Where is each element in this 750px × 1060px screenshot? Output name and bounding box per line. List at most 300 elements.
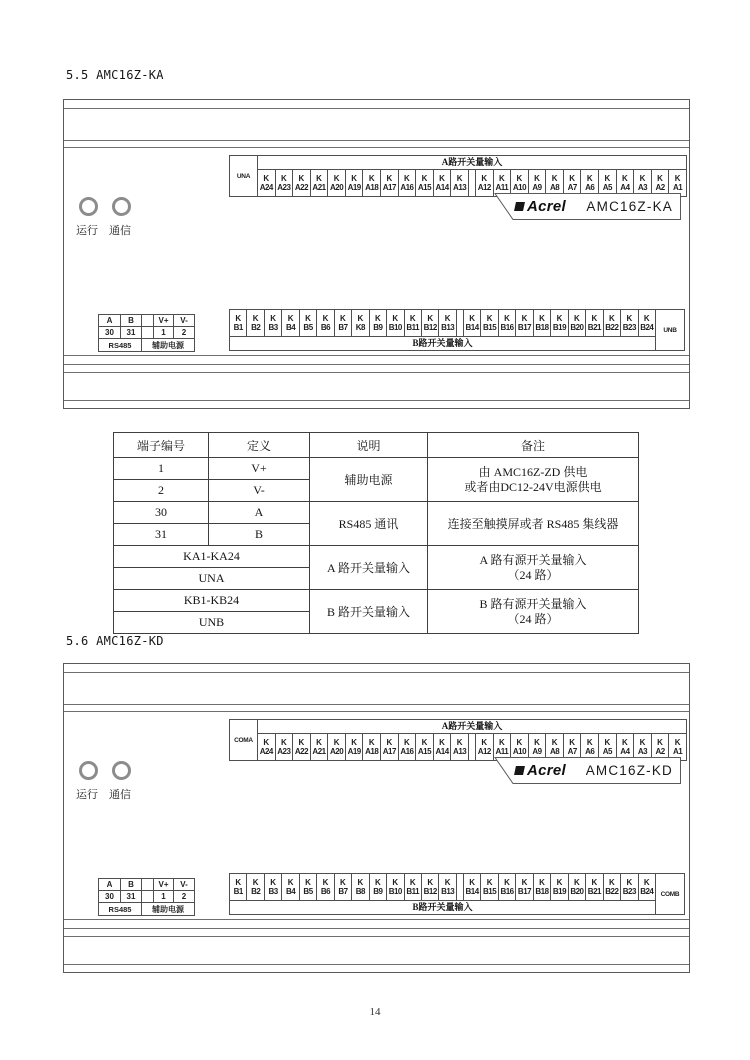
terminal-k-label: K (316, 737, 322, 747)
section-heading-5-6: 5.6 AMC16Z-KD (66, 634, 164, 648)
terminal-k-label: K (556, 313, 563, 323)
brand-logo (515, 757, 566, 784)
table-row (114, 458, 639, 480)
terminal-number: A21 (312, 182, 326, 192)
terminal-cell (299, 310, 316, 336)
terminal-number: B24 (640, 322, 654, 332)
terminal-k-label: K (674, 737, 681, 747)
terminal-number: A23 (277, 746, 291, 756)
terminal-k-label: K (498, 173, 505, 183)
terminal-number: B17 (517, 886, 532, 896)
terminal-number: A20 (330, 746, 344, 756)
terminal-cell (316, 874, 333, 900)
terminal-k-label: K (444, 313, 451, 323)
aux-cell: A (106, 316, 113, 325)
terminal-k-label: K (498, 737, 505, 747)
terminal-number: B5 (303, 886, 313, 896)
terminal-k-label: K (421, 173, 428, 183)
terminal-number: B8 (355, 886, 366, 896)
panel-groove-line (64, 140, 689, 141)
terminal-number: A8 (549, 182, 560, 192)
terminal-number: B22 (605, 886, 619, 896)
col-header-definition: 定义 (209, 433, 310, 458)
terminal-cell (380, 734, 398, 760)
terminal-number: B5 (303, 322, 313, 332)
terminal-cell (386, 310, 403, 336)
terminal-number: A18 (365, 746, 379, 756)
terminal-k-label: K (539, 877, 545, 887)
terminal-number: A18 (365, 182, 379, 192)
terminal-number: A7 (567, 746, 577, 756)
terminal-cell (230, 310, 246, 336)
terminal-k-label: K (556, 877, 563, 887)
terminal-cell (603, 310, 620, 336)
terminal-k-label: K (386, 173, 393, 183)
terminal-number: A10 (512, 746, 527, 756)
terminal-cell (246, 310, 263, 336)
terminal-k-label: K (374, 877, 381, 887)
terminal-number: A16 (400, 746, 414, 756)
terminal-number: A14 (435, 182, 449, 192)
terminal-gap (468, 734, 476, 760)
aux-cell: V- (173, 879, 194, 890)
terminal-k-label: K (351, 173, 358, 183)
comm-led-indicator (112, 197, 131, 216)
terminal-cell (498, 310, 515, 336)
terminal-cell (369, 874, 386, 900)
remark-line: 或者由DC12-24V电源供电 (464, 479, 602, 494)
terminal-cell (450, 170, 468, 196)
cell-terminal-range: KB1-KB24 (114, 590, 310, 612)
aux-cell: B (120, 315, 141, 326)
terminal-k-label: K (263, 737, 270, 747)
terminal-k-label: K (280, 737, 287, 747)
terminal-k-label: K (322, 313, 329, 323)
terminal-k-label: K (626, 313, 633, 323)
terminal-number: B3 (268, 886, 278, 896)
cell-remark: 连接至触摸屏或者 RS485 集线器 (428, 502, 639, 546)
terminal-cell (464, 310, 480, 336)
terminal-cell (480, 310, 497, 336)
terminal-number: B19 (552, 886, 567, 896)
cell-terminal-range: KA1-KA24 (114, 546, 310, 568)
terminal-k-label: K (551, 737, 558, 747)
panel-groove-line (64, 372, 689, 373)
terminal-cell (334, 874, 351, 900)
remark-line: A 路有源开关量输入 (479, 552, 587, 567)
terminal-number: K8 (355, 322, 366, 332)
aux-row (99, 338, 194, 351)
aux-cell (141, 879, 153, 890)
terminal-cell (345, 170, 363, 196)
terminal-cell (464, 874, 480, 900)
aux-power-label: 辅助电源 (141, 339, 194, 351)
model-number: AMC16Z-KA (586, 199, 673, 214)
terminal-number: B9 (373, 322, 383, 332)
terminal-number: B6 (320, 322, 331, 332)
terminal-cell (316, 310, 333, 336)
terminal-cell (398, 170, 416, 196)
terminal-k-label: K (439, 173, 445, 183)
terminal-cell (433, 734, 451, 760)
terminal-number: A5 (602, 182, 612, 192)
terminal-k-label: K (569, 737, 576, 747)
brand-logo (515, 193, 566, 220)
terminal-k-label: K (486, 877, 493, 887)
model-number: AMC16Z-KD (585, 763, 673, 778)
terminal-k-label: K (333, 173, 340, 183)
terminal-number: B15 (482, 886, 497, 896)
aux-terminal-block (98, 878, 195, 916)
rs485-label: RS485 (108, 340, 132, 350)
col-header-description: 说明 (310, 433, 428, 458)
terminal-k-label: K (586, 173, 593, 183)
terminal-k-label: K (351, 737, 358, 747)
terminal-k-label: K (574, 313, 580, 323)
cell-terminal-range: UNA (114, 568, 310, 590)
terminal-k-label: K (368, 173, 375, 183)
aux-power-label: 辅助电源 (141, 903, 194, 915)
terminal-cell (310, 734, 328, 760)
terminal-cell (369, 310, 386, 336)
terminal-k-label: K (305, 313, 311, 323)
terminal-cell (246, 874, 263, 900)
terminal-cell (585, 874, 602, 900)
panel-groove-line (64, 108, 689, 109)
terminal-k-label: K (357, 313, 364, 323)
terminal-number: A24 (259, 182, 273, 192)
terminal-number: B11 (406, 322, 420, 332)
terminal-cell (351, 310, 368, 336)
terminal-k-label: K (469, 877, 475, 887)
terminal-k-label: K (270, 313, 277, 323)
terminal-number: B7 (338, 886, 348, 896)
terminal-k-label: K (516, 173, 523, 183)
terminal-number: A6 (585, 746, 595, 756)
panel-groove-line (64, 711, 689, 712)
terminal-number: A15 (417, 746, 432, 756)
terminal-gap (468, 170, 476, 196)
terminal-cell (550, 874, 567, 900)
terminal-number: B12 (423, 322, 437, 332)
cell-terminal-range: UNB (114, 612, 310, 634)
terminal-number: A4 (620, 746, 630, 756)
terminal-row (230, 310, 655, 336)
terminal-number: B13 (441, 886, 455, 896)
table-header-row (114, 433, 639, 458)
strip-header: B路开关量输入 (230, 900, 655, 914)
terminal-cell (345, 734, 363, 760)
terminal-k-label: K (591, 313, 598, 323)
aux-cell: 30 (105, 328, 114, 337)
terminal-k-label: K (287, 877, 294, 887)
terminal-cell (620, 874, 637, 900)
aux-terminal-block (98, 314, 195, 352)
terminal-number: A17 (382, 182, 396, 192)
terminal-k-label: K (280, 173, 287, 183)
terminal-cell (362, 170, 380, 196)
terminal-number: B14 (465, 886, 479, 896)
terminal-cell (480, 874, 497, 900)
terminal-cell (292, 170, 310, 196)
terminal-cell (362, 734, 380, 760)
terminal-cell (310, 170, 328, 196)
terminal-cell (421, 874, 438, 900)
terminal-k-label: K (504, 313, 510, 323)
terminal-cell (568, 874, 585, 900)
comm-led-label: 通信 (109, 789, 131, 801)
terminal-k-label: K (392, 313, 399, 323)
input-strip-channel-a (229, 155, 687, 197)
acrel-logo-icon (514, 202, 525, 211)
terminal-cell (415, 734, 433, 760)
terminal-number: A14 (435, 746, 449, 756)
terminal-k-label: K (456, 737, 463, 747)
terminal-k-label: K (608, 877, 615, 887)
panel-groove-line (64, 704, 689, 705)
terminal-cell (515, 874, 532, 900)
terminal-number: A12 (477, 746, 491, 756)
input-strip-channel-a (229, 719, 687, 761)
terminal-number: B20 (570, 886, 584, 896)
terminal-cell (638, 310, 655, 336)
terminal-cell (264, 310, 281, 336)
terminal-cell (450, 734, 468, 760)
terminal-number: A10 (512, 182, 527, 192)
terminal-number: B13 (441, 322, 455, 332)
terminal-cell (533, 310, 550, 336)
terminal-group (258, 734, 468, 760)
terminal-cell (568, 310, 585, 336)
remark-line: （24 路） (507, 611, 559, 626)
terminal-k-label: K (409, 313, 416, 323)
terminal-number: B18 (535, 886, 549, 896)
brand-model-plate (489, 757, 681, 784)
terminal-group (464, 310, 655, 336)
panel-groove-line (64, 364, 689, 365)
aux-row (99, 879, 194, 890)
table-row (114, 502, 639, 524)
aux-cell: 31 (120, 891, 141, 902)
terminal-cell (620, 310, 637, 336)
terminal-number: B4 (285, 322, 296, 332)
acrel-logo-icon (514, 766, 525, 775)
terminal-k-label: K (444, 877, 451, 887)
cell-definition: V- (209, 480, 310, 502)
terminal-cell (498, 874, 515, 900)
aux-cell: 2 (173, 327, 194, 338)
terminal-number: B10 (388, 322, 402, 332)
terminal-number: B21 (587, 322, 601, 332)
terminal-k-label: K (591, 877, 598, 887)
cell-terminal: 1 (114, 458, 209, 480)
strip-common-label: UNA (230, 156, 258, 196)
terminal-k-label: K (333, 737, 340, 747)
terminal-k-label: K (569, 173, 576, 183)
terminal-k-label: K (439, 737, 445, 747)
terminal-cell (351, 874, 368, 900)
terminal-number: B20 (570, 322, 584, 332)
terminal-number: A2 (655, 182, 665, 192)
strip-common-label: UNB (655, 310, 684, 350)
terminal-k-label: K (516, 737, 523, 747)
terminal-k-label: K (427, 313, 434, 323)
terminal-cell (299, 874, 316, 900)
terminal-number: B17 (517, 322, 532, 332)
terminal-number: A9 (532, 182, 542, 192)
terminal-number: B14 (465, 322, 479, 332)
terminal-cell (380, 170, 398, 196)
terminal-k-label: K (539, 313, 545, 323)
terminal-k-label: K (427, 877, 434, 887)
terminal-number: A4 (620, 182, 630, 192)
terminal-k-label: K (263, 173, 270, 183)
terminal-number: B22 (605, 322, 619, 332)
terminal-number: A9 (532, 746, 542, 756)
cell-remark (428, 546, 639, 590)
terminal-cell (281, 310, 298, 336)
terminal-number: A12 (477, 182, 491, 192)
aux-cell: A (106, 880, 113, 889)
terminal-number: A6 (585, 182, 595, 192)
terminal-cell (550, 310, 567, 336)
panel-groove-line (64, 936, 689, 937)
input-strip-channel-b (229, 873, 685, 915)
aux-cell: 1 (153, 891, 173, 902)
terminal-number: A19 (347, 182, 361, 192)
terminal-k-label: K (421, 737, 428, 747)
aux-cell: 2 (173, 891, 194, 902)
aux-cell: V+ (153, 879, 173, 890)
page-number: 14 (369, 1006, 381, 1018)
terminal-k-label: K (657, 737, 663, 747)
terminal-k-label: K (657, 173, 663, 183)
terminal-number: A11 (495, 746, 509, 756)
terminal-cell (398, 734, 416, 760)
terminal-number: A3 (637, 182, 648, 192)
terminal-k-label: K (574, 877, 580, 887)
terminal-cell (386, 874, 403, 900)
terminal-cell (515, 310, 532, 336)
device-panel-amc16z-ka (63, 99, 690, 409)
terminal-k-label: K (252, 877, 259, 887)
table-row (114, 546, 639, 568)
strip-body (258, 720, 686, 760)
terminal-k-label: K (604, 737, 611, 747)
terminal-cell (327, 734, 345, 760)
aux-cell: B (120, 879, 141, 890)
terminal-number: B23 (622, 886, 636, 896)
terminal-cell (292, 734, 310, 760)
aux-cell (141, 315, 153, 326)
terminal-cell (421, 310, 438, 336)
panel-groove-line (64, 355, 689, 356)
aux-cell: V+ (153, 315, 173, 326)
remark-line: 由 AMC16Z-ZD 供电 (478, 464, 588, 479)
terminal-cell (275, 170, 293, 196)
terminal-number: A5 (602, 746, 612, 756)
remark-line: （24 路） (507, 567, 559, 582)
terminal-k-label: K (322, 877, 329, 887)
terminal-number: B15 (482, 322, 497, 332)
terminal-cell (275, 734, 293, 760)
terminal-k-label: K (551, 173, 558, 183)
terminal-number: B2 (251, 886, 261, 896)
terminal-number: B1 (233, 886, 243, 896)
terminal-number: A21 (312, 746, 326, 756)
cell-terminal: 31 (114, 524, 209, 546)
terminal-number: A8 (549, 746, 560, 756)
terminal-k-label: K (235, 877, 242, 887)
cell-description: A 路开关量输入 (310, 546, 428, 590)
terminal-number: B12 (423, 886, 437, 896)
terminal-number: B23 (622, 322, 636, 332)
terminal-number: B16 (500, 322, 514, 332)
terminal-number: B24 (640, 886, 654, 896)
run-led-label: 运行 (76, 225, 98, 237)
terminal-group (230, 874, 456, 900)
brand-name: Acrel (527, 762, 567, 779)
comm-led-indicator (112, 761, 131, 780)
terminal-number: B4 (285, 886, 296, 896)
terminal-number: A3 (637, 746, 648, 756)
terminal-number: B21 (587, 886, 601, 896)
terminal-cell (258, 170, 275, 196)
terminal-gap (456, 874, 464, 900)
terminal-k-label: K (534, 737, 540, 747)
cell-definition: A (209, 502, 310, 524)
strip-header: A路开关量输入 (258, 156, 686, 170)
terminal-k-label: K (486, 313, 493, 323)
aux-row (99, 902, 194, 915)
terminal-k-label: K (643, 877, 650, 887)
terminal-number: A23 (277, 182, 291, 192)
comm-led-label: 通信 (109, 225, 131, 237)
terminal-k-label: K (586, 737, 593, 747)
terminal-number: B9 (373, 886, 383, 896)
terminal-cell (230, 874, 246, 900)
terminal-k-label: K (340, 313, 346, 323)
terminal-group (230, 310, 456, 336)
terminal-cell (533, 874, 550, 900)
terminal-k-label: K (643, 313, 650, 323)
terminal-k-label: K (534, 173, 540, 183)
terminal-k-label: K (252, 313, 259, 323)
terminal-k-label: K (504, 877, 510, 887)
terminal-k-label: K (622, 173, 628, 183)
terminal-number: A1 (673, 182, 683, 192)
terminal-number: B10 (388, 886, 402, 896)
cell-definition: V+ (209, 458, 310, 480)
terminal-cell (638, 874, 655, 900)
panel-groove-line (64, 400, 689, 401)
terminal-cell (264, 874, 281, 900)
strip-header: A路开关量输入 (258, 720, 686, 734)
aux-row (99, 890, 194, 902)
terminal-k-label: K (469, 313, 475, 323)
panel-groove-line (64, 928, 689, 929)
terminal-number: A1 (673, 746, 683, 756)
rs485-label: RS485 (108, 904, 132, 914)
terminal-number: A22 (294, 182, 309, 192)
terminal-number: B6 (320, 886, 331, 896)
terminal-number: A22 (294, 746, 309, 756)
terminal-k-label: K (357, 877, 364, 887)
terminal-group (464, 874, 655, 900)
remark-line: B 路有源开关量输入 (479, 596, 587, 611)
panel-groove-line (64, 147, 689, 148)
run-led-indicator (79, 761, 98, 780)
